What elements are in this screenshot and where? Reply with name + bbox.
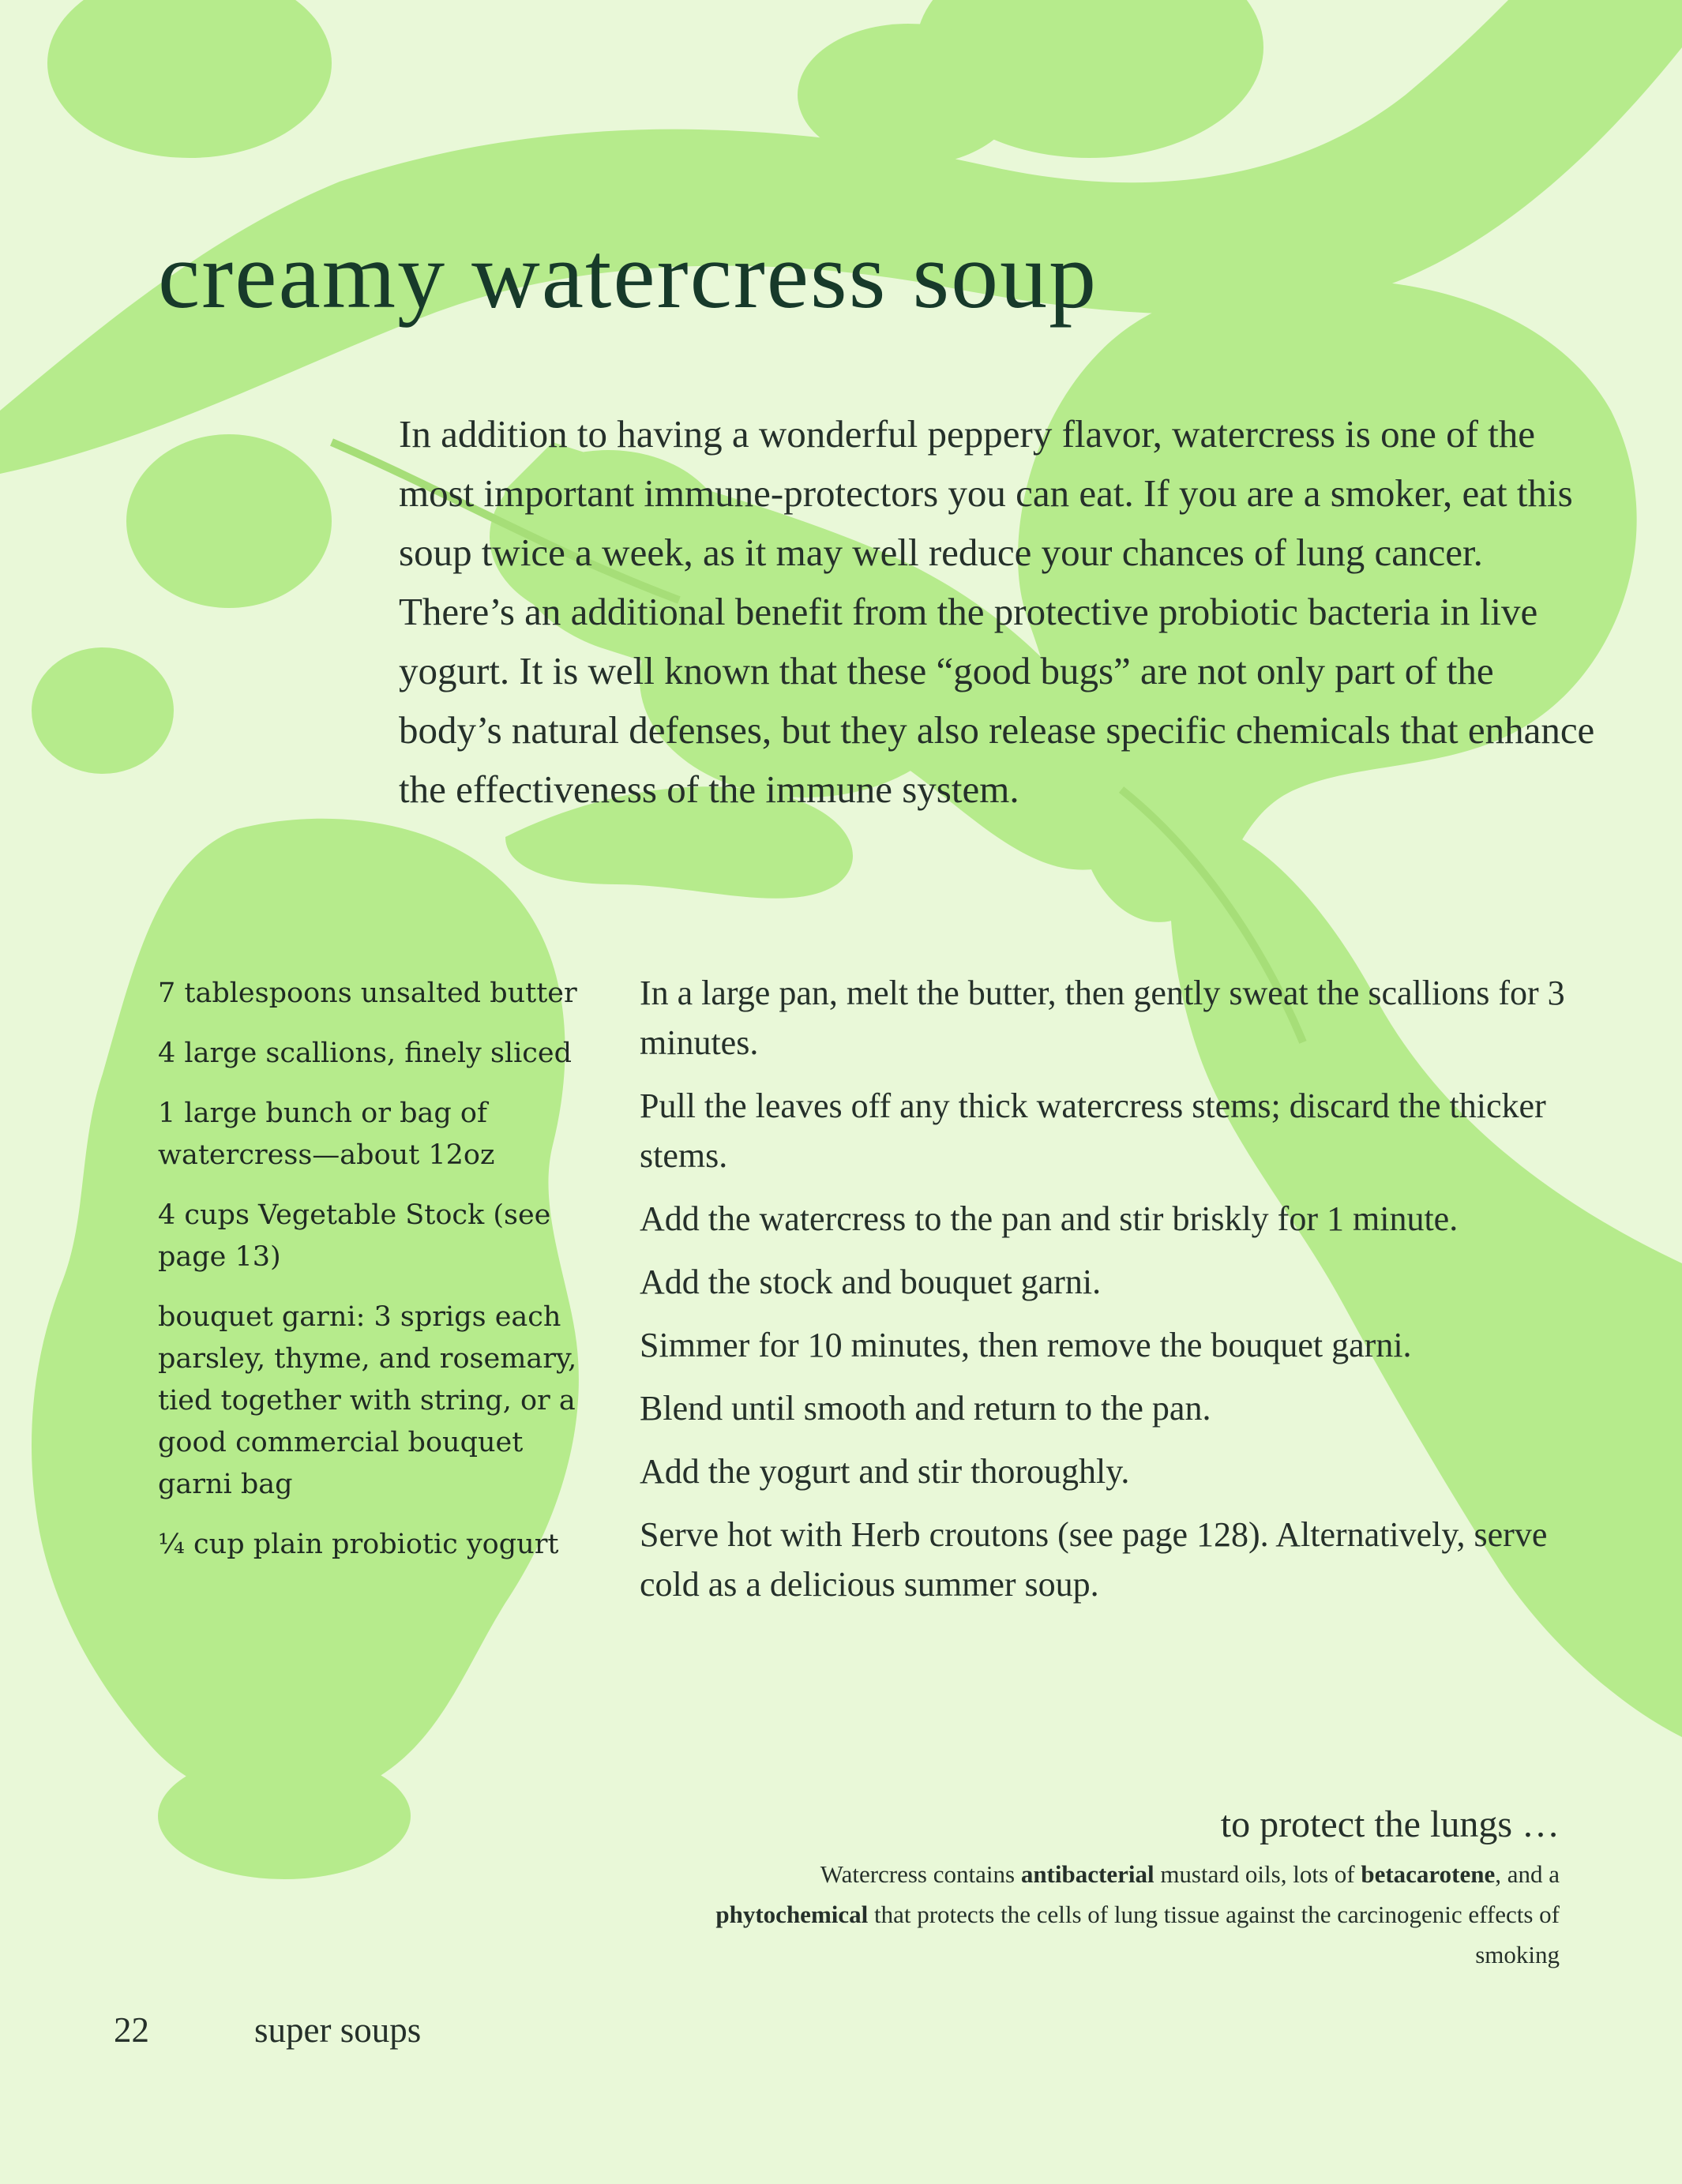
method-steps [640,968,1571,1623]
ingredient-item: ¼ cup plain probiotic yogurt [158,1529,559,1560]
ingredients-list [158,973,600,1584]
method-step: Simmer for 10 minutes, then remove the bouquet garni. [640,1326,1412,1364]
method-step: Add the yogurt and stir thoroughly. [640,1452,1130,1491]
method-step: Blend until smooth and return to the pan. [640,1389,1211,1428]
note-heading: to protect the lungs … [1220,1803,1560,1845]
ingredient-item: 1 large bunch or bag of watercress—about 12oz [158,1098,495,1171]
ingredient-item: bouquet garni: 3 sprigs each parsley, thyme, and rosemary, tied together with string, or a good commercial bouquet garni bag [158,1301,577,1500]
intro-paragraph: In addition to having a wonderful peppery flavor, watercress is one of the most important immune-protectors you can eat. If you are a smoker, eat this soup twice a week, as it may well reduce your chances of lung cancer. There’s an additional benefit from the protective probiotic bacteria in live yogurt. It is well known that these “good bugs” are not only part of the body’s natural defenses, but they also release specific chemicals that enhance the effectiveness of the immune system. [399,412,1595,811]
note-text [691,1854,1560,1975]
note-keyword: antibacterial [1020,1860,1154,1888]
method-step: Pull the leaves off any thick watercress stems; discard the thicker stems. [640,1086,1546,1175]
note-text-part: mustard oils, lots of [1154,1860,1361,1888]
lung-health-note [691,1799,1560,1975]
note-text-part: , and a [1495,1860,1560,1888]
section-name: super soups [254,2010,422,2050]
page-title: creamy watercress soup [158,223,1098,328]
ingredient-item: 4 cups Vegetable Stock (see page 13) [158,1199,551,1273]
page-number: 22 [114,2010,149,2050]
ingredient-item: 7 tablespoons unsalted butter [158,978,577,1009]
note-keyword: betacarotene [1361,1860,1496,1888]
method-step: Serve hot with Herb croutons (see page 128). Alternatively, serve cold as a delicious summer soup. [640,1515,1548,1604]
note-text-part: that protects the cells of lung tissue against the carcinogenic effects of smoking [868,1901,1560,1968]
method-step: Add the watercress to the pan and stir briskly for 1 minute. [640,1199,1459,1238]
method-step: In a large pan, melt the butter, then gently sweat the scallions for 3 minutes. [640,974,1565,1062]
ingredient-item: 4 large scallions, finely sliced [158,1038,573,1069]
method-step: Add the stock and bouquet garni. [640,1263,1102,1301]
note-keyword: phytochemical [715,1901,869,1928]
note-text-part: Watercress contains [820,1860,1021,1888]
